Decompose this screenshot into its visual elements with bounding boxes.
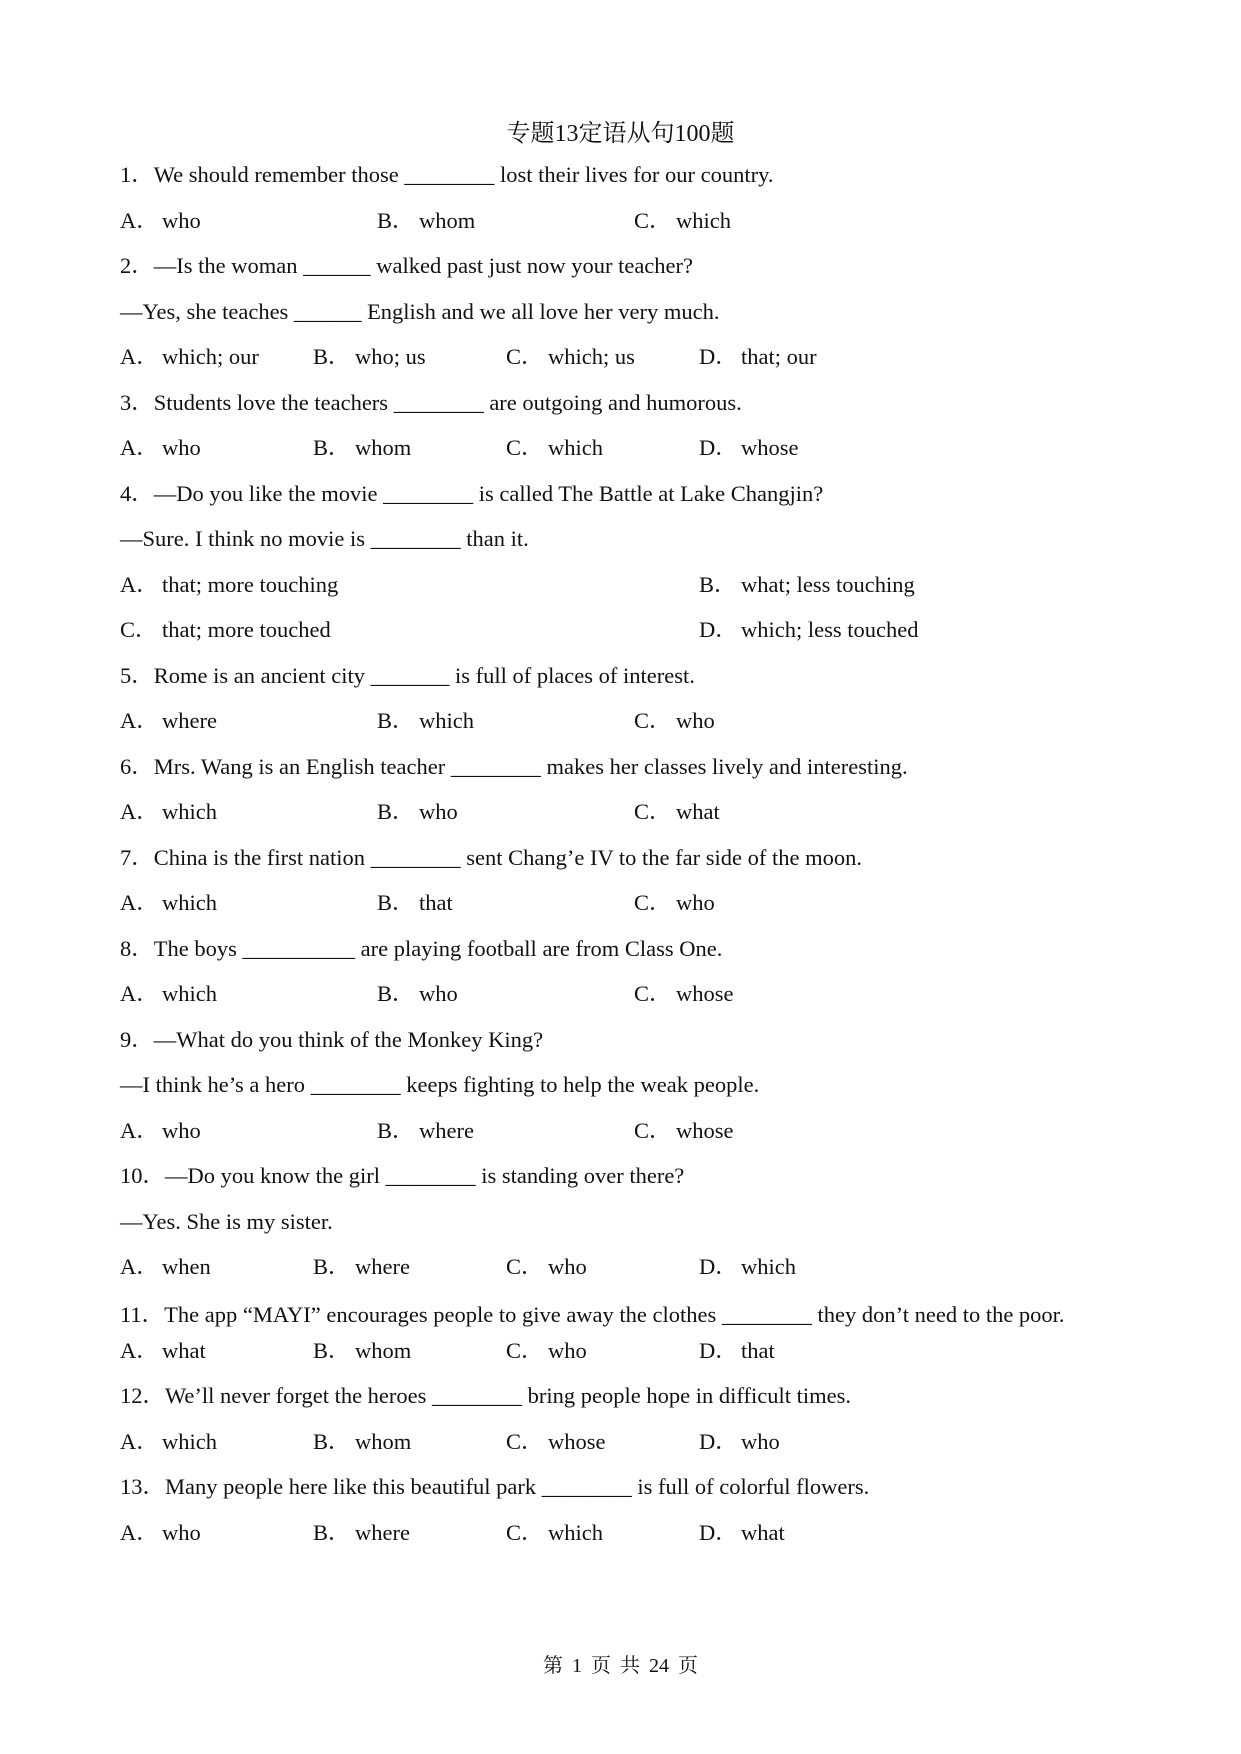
answer-blank: ________ [310, 1072, 401, 1097]
question-text: sent Chang’e IV to the far side of the moon. [460, 844, 862, 870]
option-c[interactable] [634, 888, 715, 918]
option-label: A． [120, 1519, 159, 1545]
question-text: English and we all love her very much. [361, 298, 720, 324]
options-row [120, 570, 1130, 616]
option-label: D． [699, 344, 738, 369]
option-d[interactable] [699, 615, 918, 645]
options-row [120, 1336, 1130, 1382]
option-c[interactable] [506, 1427, 606, 1457]
option-label: D． [699, 1254, 738, 1279]
option-label: B． [313, 344, 351, 369]
option-label: B． [377, 207, 415, 233]
option-text: when [162, 1254, 211, 1279]
question-item [120, 1472, 1130, 1563]
option-a[interactable] [120, 888, 217, 918]
option-text: that; our [741, 344, 817, 369]
option-text: who [419, 799, 458, 824]
question-item [120, 160, 1130, 251]
question-text: —Sure. I think no movie is [120, 526, 371, 551]
option-text: whose [548, 1428, 606, 1454]
question-stem [120, 1025, 1130, 1071]
answer-blank: ________ [541, 1474, 632, 1499]
option-b[interactable] [313, 1252, 410, 1282]
question-text: 12．We’ll never forget the heroes [120, 1383, 433, 1408]
option-b[interactable] [377, 206, 475, 236]
option-a[interactable] [120, 433, 201, 463]
option-a[interactable] [120, 797, 217, 827]
option-label: A． [120, 1254, 159, 1279]
option-text: whom [355, 435, 412, 460]
option-b[interactable] [313, 1427, 411, 1457]
option-a[interactable] [120, 1252, 211, 1282]
option-label: C． [506, 344, 544, 369]
option-text: whom [419, 207, 476, 233]
question-text: 6．Mrs. Wang is an English teacher [120, 753, 451, 779]
question-stem [120, 479, 1130, 525]
option-a[interactable] [120, 1336, 206, 1366]
option-c[interactable] [634, 1116, 734, 1146]
option-b[interactable] [313, 342, 426, 372]
question-item [120, 661, 1130, 752]
option-text: which [162, 1428, 217, 1454]
question-dialogue-line [120, 297, 1130, 343]
option-label: C． [634, 799, 672, 824]
question-stem [120, 388, 1130, 434]
question-item [120, 752, 1130, 843]
option-label: A． [120, 435, 159, 460]
option-label: B． [313, 1254, 351, 1279]
page-footer: 第 1 页 共 24 页 [543, 1655, 698, 1677]
option-c[interactable] [506, 1518, 603, 1548]
option-c[interactable] [120, 615, 331, 645]
option-label: A． [120, 1117, 159, 1143]
answer-blank: ______ [293, 298, 362, 324]
question-item [120, 934, 1130, 1025]
option-text: who [162, 435, 201, 460]
question-item [120, 479, 1130, 661]
option-text: which [676, 207, 731, 233]
option-c[interactable] [506, 1336, 587, 1366]
option-b[interactable] [377, 706, 474, 736]
question-text: than it. [460, 526, 529, 551]
option-label: C． [506, 435, 544, 460]
option-text: which; less touched [741, 617, 919, 642]
option-label: A． [120, 708, 159, 733]
question-text: 13．Many people here like this beautiful park [120, 1474, 542, 1499]
question-text: 7．China is the first nation [120, 844, 371, 870]
question-item [120, 1025, 1130, 1162]
option-label: B． [313, 1519, 351, 1545]
option-b[interactable] [313, 1336, 411, 1366]
question-stem [120, 843, 1130, 889]
option-a[interactable] [120, 1116, 201, 1146]
option-label: C． [634, 1117, 672, 1143]
option-text: that [741, 1337, 775, 1363]
options-row [120, 1518, 1130, 1564]
question-text: lost their lives for our country. [494, 162, 774, 187]
option-text: who; us [355, 344, 426, 369]
option-label: C． [506, 1254, 544, 1279]
option-a[interactable] [120, 570, 338, 600]
answer-blank: ________ [432, 1383, 523, 1408]
question-text: 10．—Do you know the girl [120, 1163, 386, 1188]
question-text: is full of colorful flowers. [631, 1474, 870, 1499]
question-text: makes her classes lively and interesting. [540, 753, 908, 779]
option-b[interactable] [699, 570, 915, 600]
answer-blank: ________ [404, 162, 495, 187]
option-label: A． [120, 571, 159, 597]
option-text: what [741, 1519, 785, 1545]
answer-blank: ________ [721, 1301, 812, 1327]
option-text: where [162, 708, 217, 733]
option-c[interactable] [634, 979, 734, 1009]
question-item [120, 1161, 1130, 1298]
option-label: C． [120, 617, 158, 642]
question-stem [120, 160, 1130, 206]
option-label: B． [377, 981, 415, 1006]
option-d[interactable] [699, 1336, 775, 1366]
answer-blank: ______ [303, 253, 371, 278]
answer-blank: ________ [370, 526, 461, 551]
question-stem [120, 1472, 1130, 1518]
option-d[interactable] [699, 342, 817, 372]
option-text: what [676, 799, 720, 824]
question-text: 11．The app “MAYI” encourages people to give away the clothes [120, 1301, 722, 1327]
option-text: which [162, 981, 217, 1006]
question-text: 8．The boys [120, 935, 243, 961]
option-b[interactable] [377, 888, 453, 918]
answer-blank: __________ [242, 935, 355, 961]
option-label: C． [634, 708, 672, 733]
option-a[interactable] [120, 706, 217, 736]
question-text: 9．—What do you think of the Monkey King? [120, 1026, 544, 1052]
option-label: D． [699, 1337, 738, 1363]
question-text: bring people hope in difficult times. [522, 1383, 851, 1408]
question-text: —I think he’s a hero [120, 1072, 311, 1097]
option-b[interactable] [313, 433, 411, 463]
answer-blank: ________ [393, 389, 484, 415]
question-text: —Yes. She is my sister. [120, 1208, 333, 1234]
option-label: A． [120, 1428, 159, 1454]
document-title: 专题13定语从句100题 [506, 121, 735, 147]
question-text: 2．—Is the woman [120, 253, 304, 278]
option-text: which [548, 1519, 603, 1545]
question-text: 4．—Do you like the movie [120, 480, 384, 506]
option-label: A． [120, 981, 159, 1006]
option-text: who [162, 1519, 201, 1545]
option-label: A． [120, 890, 159, 915]
option-label: A． [120, 799, 159, 824]
option-label: D． [699, 617, 738, 642]
option-label: B． [377, 890, 415, 915]
option-text: which [419, 708, 474, 733]
option-text: that [419, 890, 453, 915]
option-label: B． [377, 1117, 415, 1143]
question-item [120, 843, 1130, 934]
option-label: B． [699, 571, 737, 597]
question-text: is full of places of interest. [449, 662, 695, 688]
question-list [120, 160, 1130, 1563]
question-text: are outgoing and humorous. [483, 389, 742, 415]
question-item [120, 1292, 1130, 1382]
option-text: that; more touched [162, 617, 331, 642]
option-text: who [741, 1428, 780, 1454]
question-stem [120, 251, 1130, 297]
option-text: who [676, 890, 715, 915]
question-stem [120, 752, 1130, 798]
options-row [120, 797, 1130, 843]
option-text: who [162, 1117, 201, 1143]
option-text: that; more touching [162, 571, 339, 597]
question-text: walked past just now your teacher? [370, 253, 694, 278]
option-d[interactable] [699, 433, 799, 463]
answer-blank: ________ [385, 1163, 476, 1188]
question-dialogue-line [120, 1207, 1130, 1253]
option-label: C． [506, 1337, 544, 1363]
option-text: which [548, 435, 603, 460]
option-text: which; us [548, 344, 635, 369]
question-dialogue-line [120, 524, 1130, 570]
options-row [120, 1116, 1130, 1162]
option-text: who [548, 1254, 587, 1279]
option-d[interactable] [699, 1518, 785, 1548]
question-stem [120, 661, 1130, 707]
option-text: which [741, 1254, 796, 1279]
option-text: where [355, 1254, 410, 1279]
question-dialogue-line [120, 1070, 1130, 1116]
option-label: A． [120, 207, 159, 233]
option-text: which [162, 890, 217, 915]
option-a[interactable] [120, 206, 201, 236]
question-text: 3．Students love the teachers [120, 389, 394, 415]
options-row [120, 888, 1130, 934]
options-row [120, 706, 1130, 752]
option-a[interactable] [120, 342, 259, 372]
question-text: they don’t need to the poor. [811, 1301, 1065, 1327]
options-row [120, 615, 1130, 661]
option-text: which; our [162, 344, 259, 369]
option-text: who [548, 1337, 587, 1363]
option-text: whose [741, 435, 799, 460]
option-text: who [419, 981, 458, 1006]
option-b[interactable] [377, 979, 458, 1009]
option-d[interactable] [699, 1427, 780, 1457]
answer-blank: ________ [370, 844, 461, 870]
option-b[interactable] [313, 1518, 410, 1548]
options-row [120, 979, 1130, 1025]
question-text: are playing football are from Class One. [355, 935, 723, 961]
option-label: C． [634, 981, 672, 1006]
option-label: D． [699, 1428, 738, 1454]
options-row [120, 1427, 1130, 1473]
option-label: D． [699, 1519, 738, 1545]
option-text: what [162, 1337, 206, 1363]
option-label: B． [313, 1428, 351, 1454]
question-text: —Yes, she teaches [120, 298, 294, 324]
question-stem [120, 1381, 1130, 1427]
option-c[interactable] [506, 433, 603, 463]
option-label: B． [313, 435, 351, 460]
option-text: whose [676, 1117, 734, 1143]
question-stem [120, 934, 1130, 980]
option-text: which [162, 799, 217, 824]
option-text: whose [676, 981, 734, 1006]
question-stem [120, 1161, 1130, 1207]
question-text: is standing over there? [475, 1163, 685, 1188]
option-label: A． [120, 344, 159, 369]
option-d[interactable] [699, 1252, 796, 1282]
option-text: where [355, 1519, 410, 1545]
question-item [120, 1381, 1130, 1472]
option-label: C． [506, 1519, 544, 1545]
option-b[interactable] [377, 1116, 474, 1146]
option-label: C． [634, 207, 672, 233]
option-a[interactable] [120, 979, 217, 1009]
option-label: B． [313, 1337, 351, 1363]
option-text: whom [355, 1337, 412, 1363]
option-label: C． [506, 1428, 544, 1454]
option-label: D． [699, 435, 738, 460]
answer-blank: ________ [383, 480, 474, 506]
question-text: keeps fighting to help the weak people. [400, 1072, 760, 1097]
options-row [120, 433, 1130, 479]
options-row [120, 342, 1130, 388]
question-text: 5．Rome is an ancient city [120, 662, 371, 688]
answer-blank: ________ [450, 753, 541, 779]
option-c[interactable] [634, 797, 720, 827]
question-item [120, 251, 1130, 388]
option-c[interactable] [634, 706, 715, 736]
option-text: who [162, 207, 201, 233]
option-text: whom [355, 1428, 412, 1454]
question-stem [120, 1292, 1130, 1337]
option-a[interactable] [120, 1427, 217, 1457]
option-label: B． [377, 708, 415, 733]
option-a[interactable] [120, 1518, 201, 1548]
option-label: C． [634, 890, 672, 915]
option-c[interactable] [634, 206, 731, 236]
option-label: A． [120, 1337, 159, 1363]
question-item [120, 388, 1130, 479]
option-label: B． [377, 799, 415, 824]
question-text: 1．We should remember those [120, 162, 405, 187]
option-text: where [419, 1117, 474, 1143]
option-b[interactable] [377, 797, 458, 827]
option-text: who [676, 708, 715, 733]
question-text: is called The Battle at Lake Changjin? [473, 480, 824, 506]
answer-blank: _______ [370, 662, 450, 688]
option-c[interactable] [506, 342, 635, 372]
option-text: what; less touching [741, 571, 915, 597]
option-c[interactable] [506, 1252, 587, 1282]
options-row [120, 206, 1130, 252]
